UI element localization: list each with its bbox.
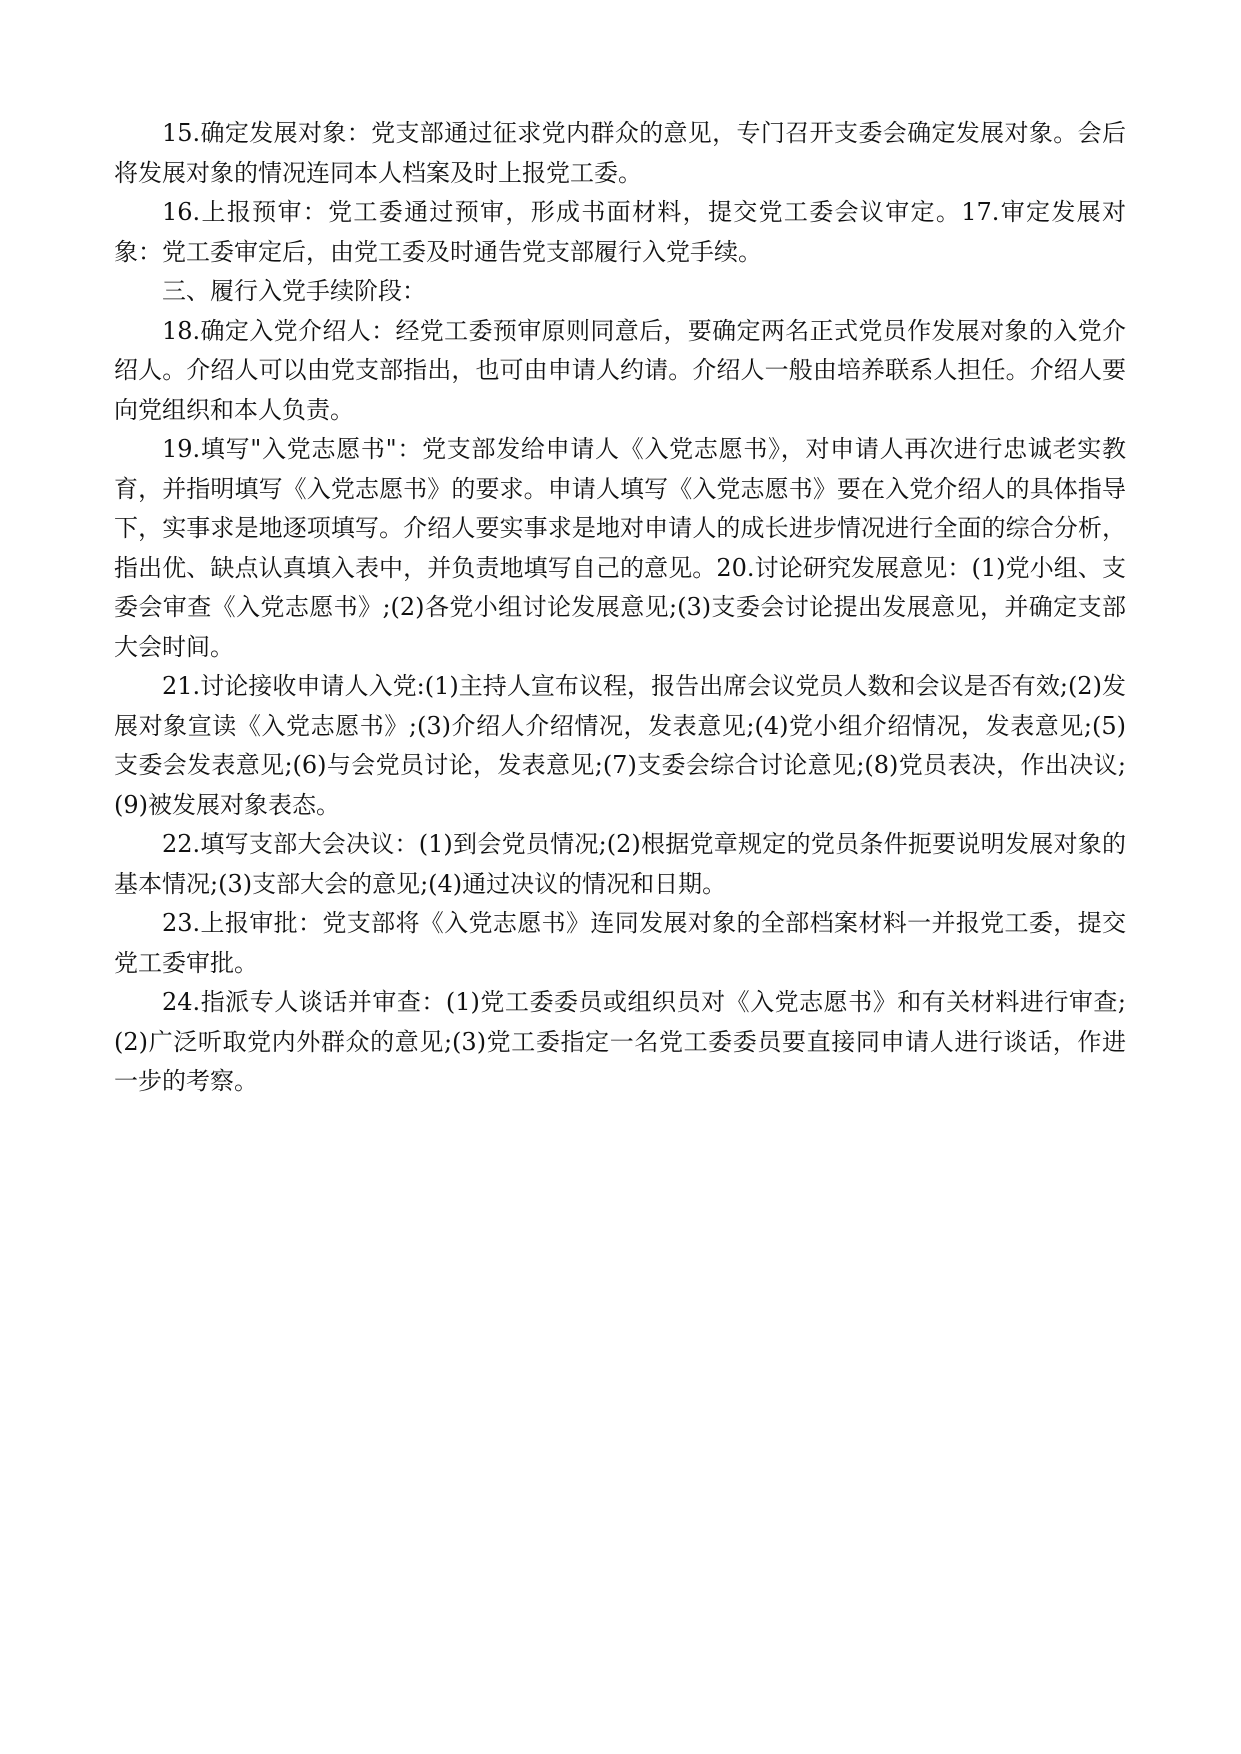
paragraph-step-15: 15.确定发展对象：党支部通过征求党内群众的意见，专门召开支委会确定发展对象。会后将发展对象的情况连同本人档案及时上报党工委。 — [114, 119, 1126, 187]
paragraph-step-18: 18.确定入党介绍人：经党工委预审原则同意后，要确定两名正式党员作发展对象的入党介绍人。介绍人可以由党支部指出，也可由申请人约请。介绍人一般由培养联系人担任。介绍人要向党组织和本人负责。 — [114, 316, 1126, 424]
paragraph-step-19-20: 19.填写"入党志愿书"：党支部发给申请人《入党志愿书》，对申请人再次进行忠诚老实教育，并指明填写《入党志愿书》的要求。申请人填写《入党志愿书》要在入党介绍人的具体指导下，实事求是地逐项填写。介绍人要实事求是地对申请人的成长进步情况进行全面的综合分析，指出优、缺点认真填入表中，并负责地填写自己的意见。20.讨论研究发展意见：(1)党小组、支委会审查《入党志愿书》;(2)各党小组讨论发展意见;(3)支委会讨论提出发展意见，并确定支部大会时间。 — [114, 435, 1126, 661]
paragraph-step-23: 23.上报审批：党支部将《入党志愿书》连同发展对象的全部档案材料一并报党工委，提交党工委审批。 — [114, 909, 1126, 977]
paragraph-step-22: 22.填写支部大会决议：(1)到会党员情况;(2)根据党章规定的党员条件扼要说明发展对象的基本情况;(3)支部大会的意见;(4)通过决议的情况和日期。 — [114, 830, 1126, 898]
section-heading-stage-3: 三、履行入党手续阶段： — [162, 277, 426, 305]
paragraph-step-24: 24.指派专人谈话并审查：(1)党工委委员或组织员对《入党志愿书》和有关材料进行审查;(2)广泛听取党内外群众的意见;(3)党工委指定一名党工委委员要直接同申请人进行谈话，作进一步的考察。 — [114, 988, 1126, 1095]
document-body — [114, 114, 1126, 1102]
paragraph-step-16-17: 16.上报预审：党工委通过预审，形成书面材料，提交党工委会议审定。17.审定发展对象：党工委审定后，由党工委及时通告党支部履行入党手续。 — [114, 198, 1126, 266]
paragraph-step-21: 21.讨论接收申请人入党:(1)主持人宣布议程，报告出席会议党员人数和会议是否有效;(2)发展对象宣读《入党志愿书》;(3)介绍人介绍情况，发表意见;(4)党小组介绍情况，发表意见;(5)支委会发表意见;(6)与会党员讨论，发表意见;(7)支委会综合讨论意见;(8)党员表决，作出决议;(9)被发展对象表态。 — [114, 672, 1126, 819]
